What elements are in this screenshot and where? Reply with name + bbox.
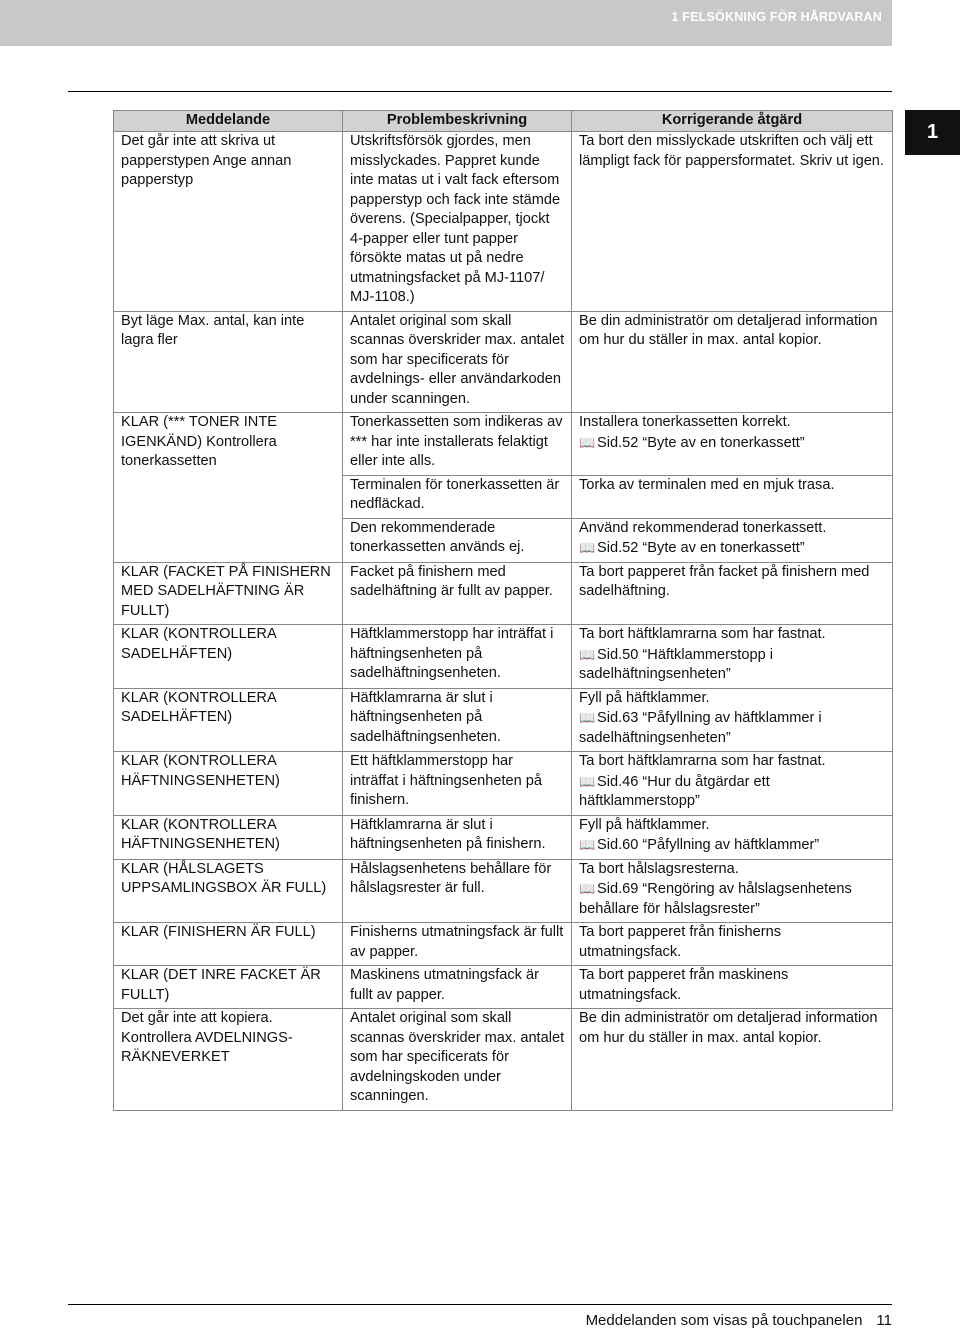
message-cell: Det går inte att skriva ut papperstypen Ange annan papperstyp (114, 132, 343, 312)
table-row (114, 311, 893, 413)
reference-text: Sid.52 “Byte av en tonerkassett” (597, 434, 805, 451)
message-cell: KLAR (KONTROLLERA HÄFTNINGSENHETEN) (114, 815, 343, 859)
message-cell: KLAR (KONTROLLERA HÄFTNINGSENHETEN) (114, 752, 343, 816)
action-cell: Ta bort papperet från finisherns utmatningsfack. (572, 923, 893, 966)
action-cell: Be din administratör om detaljerad information om hur du ställer in max. antal kopior. (572, 1009, 893, 1111)
action-cell (572, 625, 893, 689)
table-header-row (114, 111, 893, 132)
table-row (114, 625, 893, 689)
action-cell (572, 752, 893, 816)
bottom-rule (68, 1304, 892, 1305)
table-row (114, 859, 893, 923)
message-table (113, 110, 893, 1111)
book-icon: 📖 (579, 837, 596, 852)
action-text: Ta bort häftklamrarna som har fastnat. (579, 753, 826, 769)
action-text: Ta bort hålslagsresterna. (579, 860, 739, 877)
action-cell: Ta bort papperet från maskinens utmatningsfack. (572, 966, 893, 1009)
problem-cell: Häftklammerstopp har inträffat i häftningsenheten på sadelhäftningsenheten. (343, 625, 572, 689)
book-icon: 📖 (579, 540, 596, 555)
header-band (0, 0, 892, 46)
problem-cell: Facket på finishern med sadelhäftning är fullt av papper. (343, 562, 572, 625)
problem-cell: Antalet original som skall scannas överskrider max. antalet som har specificerats för avdelnings- eller användarkoden under scanningen. (343, 311, 572, 413)
page-reference[interactable] (579, 835, 886, 856)
action-cell: Ta bort papperet från facket på finishern med sadelhäftning. (572, 562, 893, 625)
problem-cell: Antalet original som skall scannas överskrider max. antalet som har specificerats för avdelningskoden under scanningen. (343, 1009, 572, 1111)
table-row (114, 413, 893, 476)
chapter-tab: 1 (905, 110, 960, 155)
action-text: Installera tonerkassetten korrekt. (579, 414, 791, 430)
book-icon: 📖 (579, 434, 596, 450)
table-row (114, 752, 893, 816)
footer-section-title: Meddelanden som visas på touchpanelen (585, 1312, 863, 1329)
action-cell: Torka av terminalen med en mjuk trasa. (572, 475, 893, 518)
page-footer (586, 1312, 892, 1329)
action-text: Ta bort häftklamrarna som har fastnat. (579, 626, 826, 642)
problem-cell: Den rekommenderade tonerkassetten används ej. (343, 518, 572, 562)
message-cell: Det går inte att kopiera. Kontrollera AVDELNINGS-RÄKNEVERKET (114, 1009, 343, 1111)
table-row (114, 923, 893, 966)
message-cell: Byt läge Max. antal, kan inte lagra fler (114, 311, 343, 413)
problem-cell: Tonerkassetten som indikeras av *** har inte installerats felaktigt eller inte alls. (343, 413, 572, 476)
action-text: Fyll på häftklammer. (579, 816, 710, 833)
book-icon: 📖 (579, 773, 596, 789)
chapter-header-title: 1 FELSÖKNING FÖR HÅRDVARAN (671, 10, 882, 24)
action-cell (572, 815, 893, 859)
book-icon: 📖 (579, 881, 596, 896)
table-row (114, 815, 893, 859)
action-cell (572, 859, 893, 923)
action-text: Fyll på häftklammer. (579, 689, 710, 706)
table-row (114, 562, 893, 625)
reference-text: Sid.63 “Påfyllning av häftklammer i sadelhäftningsenheten” (579, 710, 822, 746)
page-reference[interactable] (579, 538, 886, 559)
page-number: 11 (876, 1312, 892, 1329)
column-header-problem: Problembeskrivning (343, 111, 572, 132)
problem-cell: Maskinens utmatningsfack är fullt av papper. (343, 966, 572, 1009)
table-row (114, 966, 893, 1009)
message-cell: KLAR (DET INRE FACKET ÄR FULLT) (114, 966, 343, 1009)
page-reference[interactable] (579, 772, 886, 812)
reference-text: Sid.52 “Byte av en tonerkassett” (597, 540, 805, 556)
book-icon: 📖 (579, 646, 596, 662)
action-cell (572, 518, 893, 562)
reference-text: Sid.46 “Hur du åtgärdar ett häftklammerstopp” (579, 773, 770, 809)
action-cell: Be din administratör om detaljerad information om hur du ställer in max. antal kopior. (572, 311, 893, 413)
message-cell: KLAR (HÅLSLAGETS UPPSAMLINGSBOX ÄR FULL) (114, 859, 343, 923)
reference-text: Sid.69 “Rengöring av hålslagsenhetens behållare för hålslagsrester” (579, 881, 852, 917)
column-header-action: Korrigerande åtgärd (572, 111, 893, 132)
table-row (114, 132, 893, 312)
problem-cell: Terminalen för tonerkassetten är nedfläckad. (343, 475, 572, 518)
message-cell: KLAR (KONTROLLERA SADELHÄFTEN) (114, 625, 343, 689)
page-reference[interactable] (579, 879, 886, 919)
reference-text: Sid.60 “Påfyllning av häftklammer” (597, 837, 820, 853)
problem-cell: Hålslagsenhetens behållare för hålslagsrester är full. (343, 859, 572, 923)
problem-cell: Utskriftsförsök gjordes, men misslyckades. Pappret kunde inte matas ut i valt fack eftersom papperstyp och fack inte stämde överens. (Specialpapper, tjockt 4-papper eller tunt papper försökte matas ut på nedre utmatningsfacket på MJ-1107/ MJ-1108.) (343, 132, 572, 312)
table-row (114, 1009, 893, 1111)
message-cell: KLAR (FINISHERN ÄR FULL) (114, 923, 343, 966)
message-cell: KLAR (*** TONER INTE IGENKÄND) Kontrollera tonerkassetten (114, 413, 343, 563)
reference-text: Sid.50 “Häftklammerstopp i sadelhäftningsenheten” (579, 646, 774, 682)
page-reference[interactable] (579, 433, 886, 454)
page-reference[interactable] (579, 645, 886, 685)
action-text: Använd rekommenderad tonerkassett. (579, 519, 827, 536)
book-icon: 📖 (579, 710, 596, 725)
problem-cell: Finisherns utmatningsfack är fullt av papper. (343, 923, 572, 966)
column-header-message: Meddelande (114, 111, 343, 132)
message-cell: KLAR (KONTROLLERA SADELHÄFTEN) (114, 688, 343, 752)
problem-cell: Häftklamrarna är slut i häftningsenheten på sadelhäftningsenheten. (343, 688, 572, 752)
action-cell: Ta bort den misslyckade utskriften och välj ett lämpligt fack för pappersformatet. Skriv ut igen. (572, 132, 893, 312)
table-row (114, 688, 893, 752)
top-rule (68, 91, 892, 92)
problem-cell: Ett häftklammerstopp har inträffat i häftningsenheten på finishern. (343, 752, 572, 816)
problem-cell: Häftklamrarna är slut i häftningsenheten på finishern. (343, 815, 572, 859)
page-reference[interactable] (579, 708, 886, 748)
message-cell: KLAR (FACKET PÅ FINISHERN MED SADELHÄFTNING ÄR FULLT) (114, 562, 343, 625)
action-cell (572, 413, 893, 476)
action-cell (572, 688, 893, 752)
